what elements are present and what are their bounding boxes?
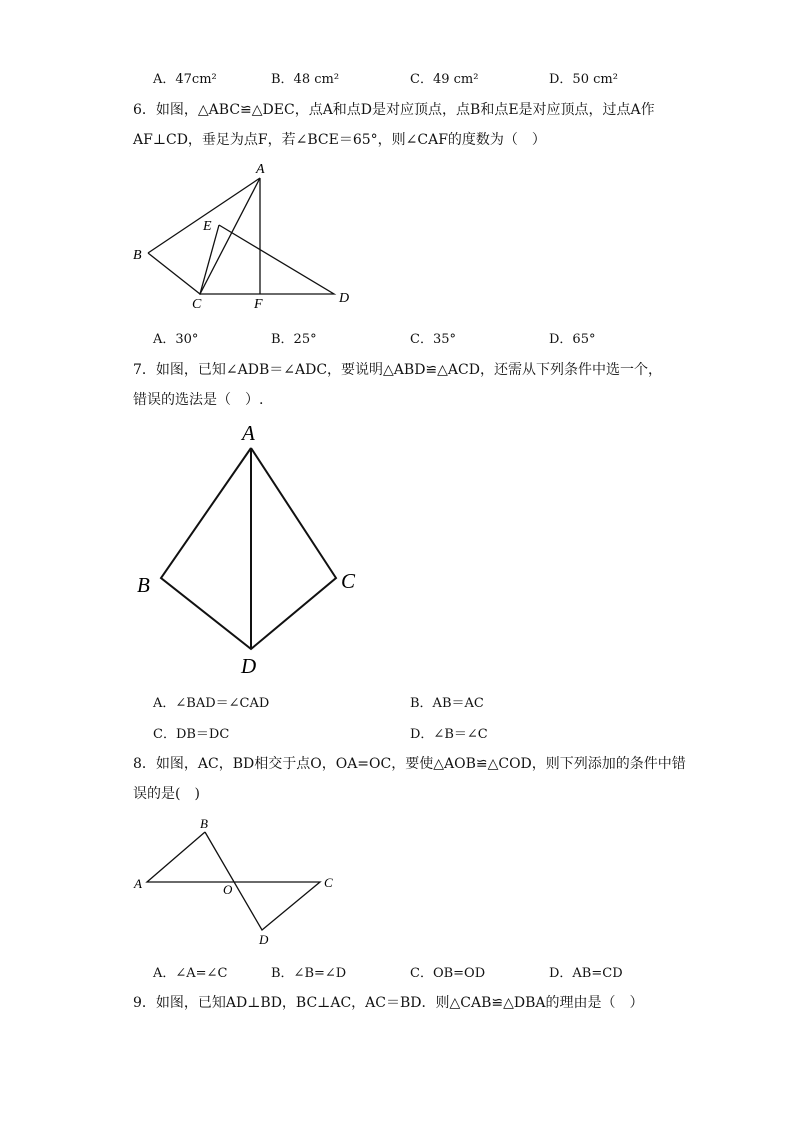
- q7-option-a: A．∠BAD＝∠CAD: [153, 696, 270, 711]
- q8-label-b: B: [200, 816, 208, 831]
- q6-label-e: E: [203, 219, 212, 234]
- q7-label-c: C: [341, 569, 356, 593]
- q8-option-d: D．AB=CD: [549, 966, 623, 981]
- q6-stem-line1: 6．如图，△ABC≌△DEC，点A和点D是对应顶点，点B和点E是对应顶点，过点A作: [133, 102, 655, 118]
- q5-option-b: B．48 cm²: [271, 72, 340, 87]
- q7-label-d: D: [241, 654, 257, 678]
- q5-option-a: A．47cm²: [153, 72, 217, 87]
- q7-option-b: B．AB＝AC: [410, 696, 484, 711]
- q8-label-o: O: [223, 882, 233, 897]
- q6-option-a: A．30°: [153, 332, 199, 347]
- q5-option-c: C．49 cm²: [410, 72, 479, 87]
- q7-stem-line1: 7．如图，已知∠ADB＝∠ADC，要说明△ABD≌△ACD，还需从下列条件中选一个，: [133, 362, 662, 378]
- q8-option-c: C．OB=OD: [410, 966, 486, 981]
- q6-label-d: D: [339, 291, 350, 306]
- q6-option-b: B．25°: [271, 332, 317, 347]
- q8-label-a: A: [134, 876, 142, 891]
- q6-option-c: C．35°: [410, 332, 456, 347]
- q8-figure: [125, 812, 355, 952]
- q8-label-d: D: [259, 932, 269, 947]
- q8-option-b: B．∠B=∠D: [271, 966, 347, 981]
- q6-label-c: C: [192, 297, 202, 312]
- q6-label-a: A: [256, 162, 265, 177]
- q6-triangle-abc: [148, 178, 260, 294]
- q8-stem-line2: 误的是( ): [133, 786, 200, 802]
- q7-option-c: C．DB＝DC: [153, 727, 230, 742]
- q6-label-b: B: [133, 248, 142, 263]
- q7-stem-line2: 错误的选法是（ ）.: [133, 392, 264, 408]
- q8-label-c: C: [324, 875, 333, 890]
- q5-option-d: D．50 cm²: [549, 72, 618, 87]
- q7-quadrilateral: [161, 448, 336, 649]
- q8-stem-line1: 8．如图，AC，BD相交于点O，OA=OC，要使△AOB≌△COD，则下列添加的条件中错: [133, 756, 686, 772]
- q9-stem-line1: 9．如图，已知AD⊥BD，BC⊥AC，AC＝BD．则△CAB≌△DBA的理由是（ ）: [133, 995, 644, 1011]
- q8-figure-lines: [147, 832, 320, 930]
- q7-option-d: D．∠B＝∠C: [410, 727, 488, 742]
- q7-figure: [130, 420, 370, 685]
- q6-figure: [125, 155, 365, 320]
- q6-triangle-dec: [200, 225, 334, 294]
- q7-label-b: B: [137, 573, 150, 597]
- q6-label-f: F: [254, 297, 263, 312]
- q8-option-a: A．∠A=∠C: [153, 966, 228, 981]
- q7-label-a: A: [242, 421, 255, 445]
- q6-stem-line2: AF⊥CD，垂足为点F，若∠BCE＝65°，则∠CAF的度数为（ ）: [133, 132, 546, 148]
- q6-option-d: D．65°: [549, 332, 596, 347]
